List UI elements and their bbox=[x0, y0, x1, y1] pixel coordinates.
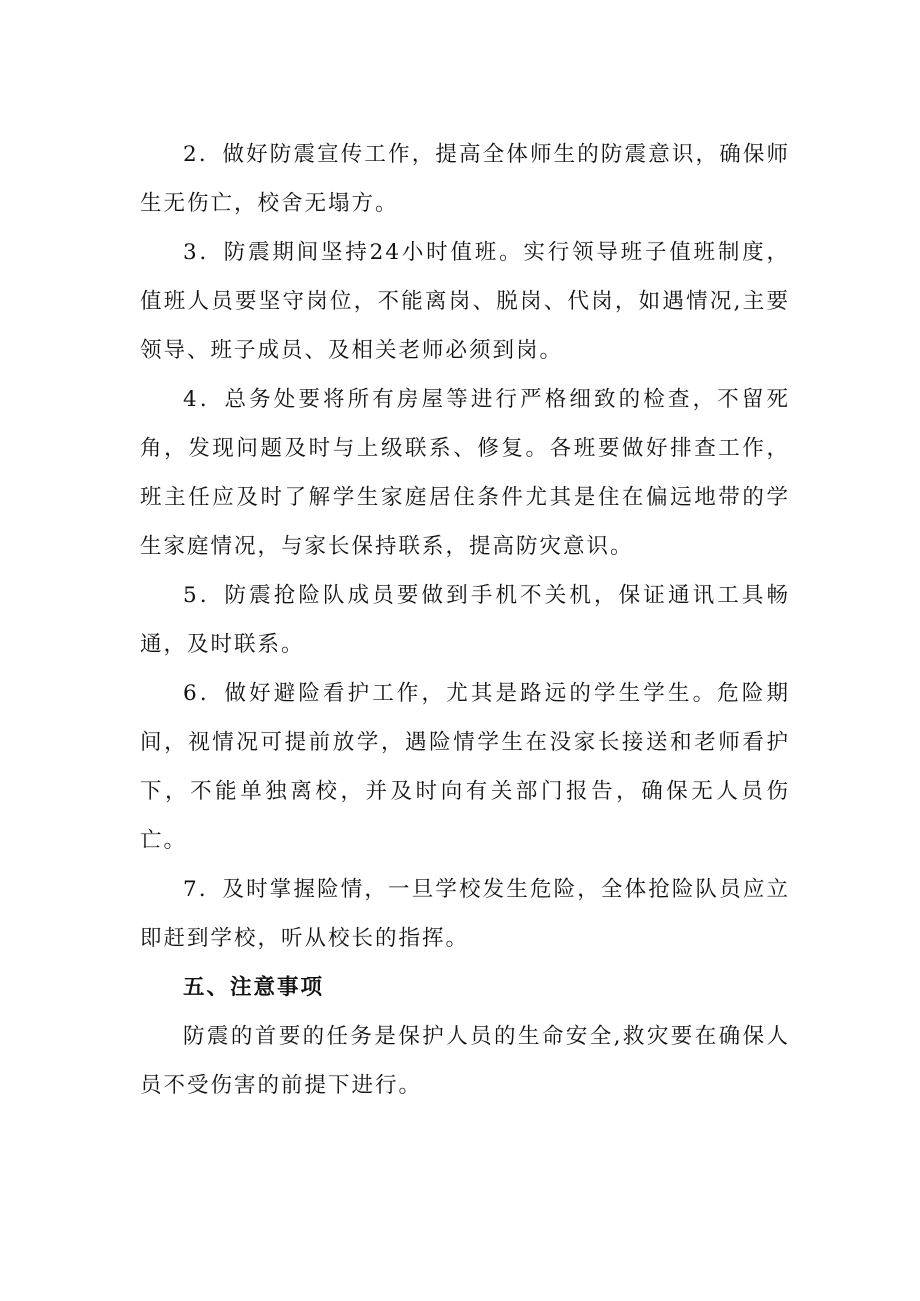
document-body bbox=[140, 130, 790, 1110]
paragraph-item-5: 5．防震抢险队成员要做到手机不关机，保证通讯工具畅通，及时联系。 bbox=[140, 583, 790, 657]
paragraph-item-6: 6．做好避险看护工作，尤其是路远的学生学生。危险期间，视情况可提前放学，遇险情学生在没家长接送和老师看护下，不能单独离校，并及时向有关部门报告，确保无人员伤亡。 bbox=[140, 681, 790, 853]
closing-paragraph: 防震的首要的任务是保护人员的生命安全,救灾要在确保人员不受伤害的前提下进行。 bbox=[140, 1024, 790, 1098]
paragraph-item-4: 4．总务处要将所有房屋等进行严格细致的检查，不留死角，发现问题及时与上级联系、修复。各班要做好排查工作，班主任应及时了解学生家庭居住条件尤其是住在偏远地带的学生家庭情况，与家长保持联系，提高防灾意识。 bbox=[140, 387, 790, 559]
paragraph-item-3: 3．防震期间坚持24小时值班。实行领导班子值班制度，值班人员要坚守岗位，不能离岗、脱岗、代岗，如遇情况,主要领导、班子成员、及相关老师必须到岗。 bbox=[140, 240, 790, 363]
section-heading: 五、注意事项 bbox=[183, 975, 325, 1000]
paragraph-item-2: 2．做好防震宣传工作，提高全体师生的防震意识，确保师生无伤亡，校舍无塌方。 bbox=[140, 142, 790, 216]
paragraph-item-7: 7．及时掌握险情，一旦学校发生危险，全体抢险队员应立即赶到学校，听从校长的指挥。 bbox=[140, 877, 790, 951]
